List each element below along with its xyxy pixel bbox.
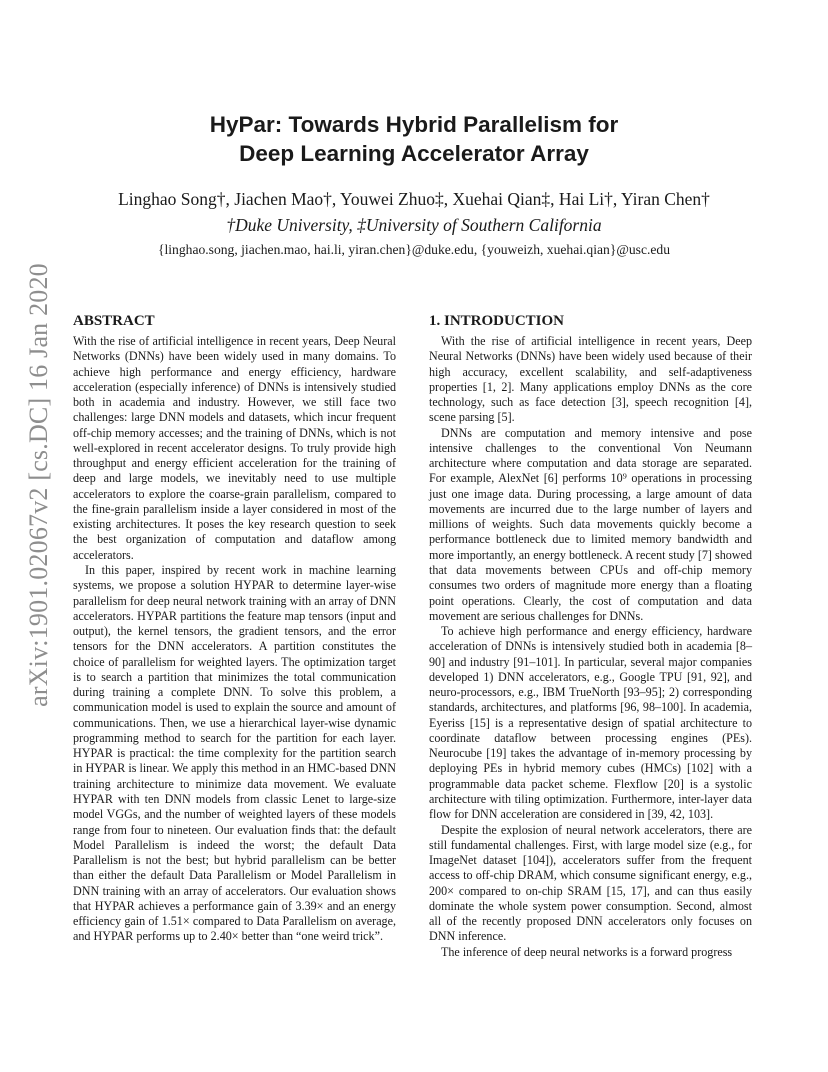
affiliations: †Duke University, ‡University of Southern California	[226, 215, 602, 235]
introduction-section	[429, 312, 752, 960]
title-line-2: Deep Learning Accelerator Array	[239, 141, 589, 166]
title-line-1: HyPar: Towards Hybrid Parallelism for	[209, 112, 619, 137]
abstract-heading: ABSTRACT	[73, 313, 155, 329]
author-emails: {linghao.song, jiachen.mao, hai.li, yiran.chen}@duke.edu, {youweizh, xuehai.qian}@usc.edu	[157, 242, 671, 257]
abstract-section	[73, 312, 396, 945]
arxiv-side-label	[24, 263, 54, 707]
paper-title	[0, 110, 828, 168]
author-list: Linghao Song†, Jiachen Mao†, Youwei Zhuo‡, Xuehai Qian‡, Hai Li†, Yiran Chen†	[118, 189, 710, 209]
intro-paragraph-4: Despite the explosion of neural network accelerators, there are still fundamental challenges. First, with large model size (e.g., for ImageNet dataset [104]), accelerators suffer from the frequent access to off-chip DRAM, which consume significant energy, e.g., 200× compared to on-chip SRAM [15, 17], and can thus easily dominate the whole system power consumption. Second, almost all of the recently proposed DNN accelerators only focuses on DNN inference.	[429, 822, 752, 944]
intro-paragraph-5: The inference of deep neural networks is a forward progress	[441, 944, 733, 959]
intro-paragraph-3: To achieve high performance and energy efficiency, hardware acceleration of DNNs is intensively studied both in academia [8–90] and industry [91–101]. In particular, several major companies developed 1) DNN accelerators, e.g., Google TPU [91, 92], and neuro-processors, e.g., IBM TrueNorth [93–95]; 2) corresponding standards, architectures, and platforms [96, 98–100]. In academia, Eyeriss [15] is a representative design of spatial architecture to coordinate dataflow between processing engines (PEs). Neurocube [19] takes the advantage of in-memory processing by deploying PEs in hybrid memory cubes (HMCs) [102] with a programmable data packet scheme. Flexflow [20] is a systolic architecture with tiling optimization. Furthermore, inter-layer data flow for DNN acceleration are considered in [39, 42, 103].	[429, 624, 752, 822]
intro-paragraph-2: DNNs are computation and memory intensive and pose intensive challenges to the conventional Von Neumann architecture where computation and data storage are separated. For example, AlexNet [6] performs 10⁹ operations in processing just one image data. During processing, a large amount of data movements are incurred due to the large number of layers and millions of weights. Such data movements quickly become a performance bottleneck due to limited memory bandwidth and more importantly, an energy bottleneck. A recent study [7] showed that data movements between CPUs and off-chip memory consumes two orders of magnitude more energy than a floating point operations. Clearly, the cost of computation and data movement are serious challenges for DNNs.	[429, 425, 752, 623]
abstract-paragraph-1: With the rise of artificial intelligence in recent years, Deep Neural Networks (DNNs) have been widely used in many domains. To achieve high performance and energy efficiency, hardware acceleration (especially inference) of DNNs is intensively studied both in academia and industry. However, we still face two challenges: large DNN models and datasets, which incur frequent off-chip memory accesses; and the training of DNNs, which is not well-explored in recent accelerator designs. To truly provide high throughput and energy efficient acceleration for the training of deep and large models, we inevitably need to use multiple accelerators to explore the coarse-grain parallelism, compared to the fine-grain parallelism inside a layer considered in most of the existing architectures. It poses the key research question to seek the best organization of computation and dataflow among accelerators.	[73, 334, 396, 562]
arxiv-id-text: arXiv:1901.02067v2 [cs.DC] 16 Jan 2020	[24, 263, 53, 707]
abstract-paragraph-2: In this paper, inspired by recent work in machine learning systems, we propose a solution HYPAR to determine layer-wise parallelism for deep neural network training with an array of DNN accelerators. HYPAR partitions the feature map tensors (input and output), the kernel tensors, the gradient tensors, and the error tensors for the DNN accelerators. A partition constitutes the choice of parallelism for weighted layers. The optimization target is to search a partition that minimizes the total communication during training a complete DNN. To solve this problem, a communication model is used to explain the source and amount of communications. Then, we use a hierarchical layer-wise dynamic programming method to search for the partition for each layer. HYPAR is practical: the time complexity for the partition search in HYPAR is linear. We apply this method in an HMC-based DNN training architecture to minimize data movement. We evaluate HYPAR with ten DNN models from classic Lenet to large-size model VGGs, and the number of weighted layers of these models range from four to nineteen. Our evaluation finds that: the default Model Parallelism is indeed the worst; the default Data Parallelism is not the best; but hybrid parallelism can be better than either the default Data Parallelism or Model Parallelism in DNN training with an array of accelerators. Our evaluation shows that HYPAR achieves a performance gain of 3.39× and an energy efficiency gain of 1.51× compared to Data Parallelism on average, and HYPAR performs up to 2.40× better than “one weird trick”.	[73, 562, 396, 944]
introduction-heading: 1. INTRODUCTION	[429, 313, 565, 329]
intro-paragraph-1: With the rise of artificial intelligence in recent years, Deep Neural Networks (DNNs) have been widely used because of their high accuracy, excellent scalability, and self-adaptiveness properties [1, 2]. Many applications employ DNNs as the core technology, such as face detection [3], speech recognition [4], scene parsing [5].	[429, 334, 752, 425]
